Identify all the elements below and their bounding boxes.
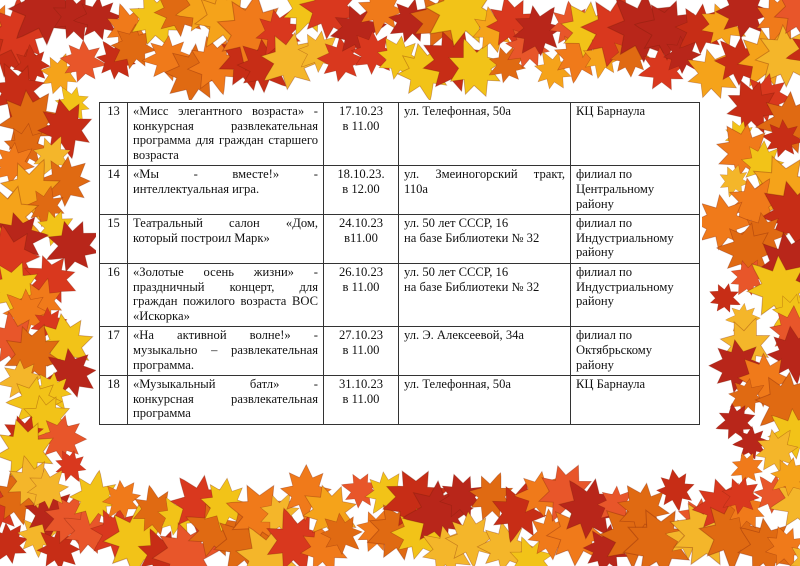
event-number: 14	[100, 166, 128, 215]
event-date-line: 27.10.23	[338, 328, 384, 343]
events-table	[99, 102, 700, 425]
event-place	[399, 215, 571, 264]
event-date-line: в 11.00	[342, 391, 380, 406]
event-date-line: 31.10.23	[338, 377, 384, 392]
event-place-line: на базе Библиотеки № 32	[404, 279, 540, 294]
event-date	[324, 376, 399, 425]
event-date	[324, 166, 399, 215]
event-date-line: 17.10.23	[338, 104, 384, 118]
event-title: Театральный салон «Дом, который построил Марк»	[128, 215, 324, 264]
event-organizer-line: району	[576, 245, 614, 260]
event-organizer-line: КЦ Барнаула	[576, 377, 646, 392]
table-row	[100, 263, 700, 326]
event-organizer-line: филиал по	[576, 216, 633, 231]
event-place	[399, 376, 571, 425]
table-row	[100, 215, 700, 264]
event-number: 15	[100, 215, 128, 264]
event-organizer-line: Центральному	[576, 181, 655, 196]
event-title: «На активной волне!» - музыкально – развлекательная программа.	[128, 327, 324, 376]
table-row	[100, 327, 700, 376]
event-organizer-line: Индустриальному	[576, 230, 674, 245]
event-date	[324, 327, 399, 376]
event-place-line: ул. 50 лет СССР, 16	[404, 216, 509, 231]
event-organizer-line: району	[576, 196, 614, 211]
event-place-line: ул. Э. Алексеевой, 34а	[404, 328, 525, 343]
event-date	[324, 103, 399, 166]
event-date-line: 26.10.23	[338, 264, 384, 279]
event-title: «Мисс элегантного возраста» - конкурсная развлекательная программа для граждан старшего возраста	[128, 103, 324, 166]
event-date-line: в 12.00	[342, 181, 380, 196]
event-organizer-line: Октябрьскому	[576, 342, 653, 357]
table-row	[100, 103, 700, 166]
event-organizer	[571, 166, 700, 215]
event-number: 17	[100, 327, 128, 376]
event-organizer-line: филиал по	[576, 167, 633, 182]
event-organizer	[571, 327, 700, 376]
event-title: «Музыкальный батл» - конкурсная развлекательная программа	[128, 376, 324, 425]
event-place	[399, 166, 571, 215]
event-organizer-line: Индустриальному	[576, 279, 674, 294]
event-organizer-line: филиал по	[576, 328, 633, 343]
event-date-line: в 11.00	[342, 342, 380, 357]
event-date-line: в 11.00	[342, 118, 380, 133]
event-date-line: в11.00	[344, 230, 378, 245]
event-number: 13	[100, 103, 128, 166]
event-organizer	[571, 263, 700, 326]
event-organizer-line: КЦ Барнаула	[576, 104, 646, 118]
event-place-line: ул. Змеиногорский тракт, 110а	[404, 167, 565, 196]
event-organizer	[571, 376, 700, 425]
event-date	[324, 215, 399, 264]
event-place-line: ул. 50 лет СССР, 16	[404, 264, 509, 279]
event-number: 16	[100, 263, 128, 326]
event-organizer	[571, 215, 700, 264]
event-date-line: в 11.00	[342, 279, 380, 294]
event-place	[399, 327, 571, 376]
event-organizer-line: филиал по	[576, 264, 633, 279]
event-place	[399, 263, 571, 326]
table-row	[100, 166, 700, 215]
event-place-line: ул. Телефонная, 50а	[404, 377, 511, 392]
table-row	[100, 376, 700, 425]
event-number: 18	[100, 376, 128, 425]
event-title: «Мы - вместе!» - интеллектуальная игра.	[128, 166, 324, 215]
event-place-line: ул. Телефонная, 50а	[404, 104, 511, 118]
event-place	[399, 103, 571, 166]
event-organizer	[571, 103, 700, 166]
event-title: «Золотые осень жизни» - праздничный концерт, для граждан пожилого возраста ВОС «Искорка»	[128, 263, 324, 326]
event-date-line: 18.10.23.	[337, 167, 385, 182]
event-date	[324, 263, 399, 326]
event-organizer-line: району	[576, 357, 614, 372]
event-place-line: на базе Библиотеки № 32	[404, 230, 540, 245]
event-date-line: 24.10.23	[338, 216, 384, 231]
event-organizer-line: району	[576, 294, 614, 309]
